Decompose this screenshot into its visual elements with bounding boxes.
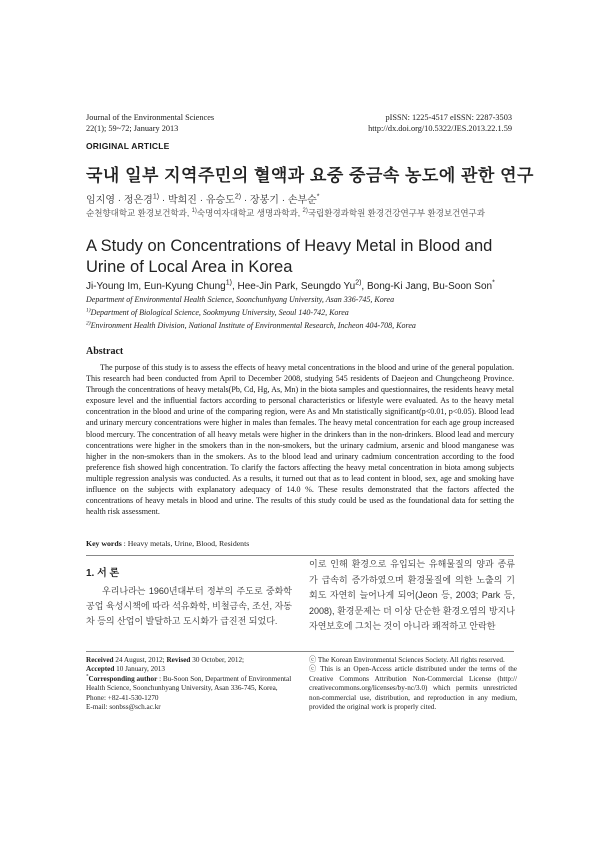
issn: pISSN: 1225-4517 eISSN: 2287-3503 [385, 113, 512, 122]
corresponding-marker: * [86, 674, 89, 680]
korean-author-group: 임지영 · 정은경 [86, 195, 153, 206]
korean-affiliations [86, 207, 485, 219]
corresponding-marker: * [492, 279, 495, 287]
journal-identifiers [368, 112, 512, 134]
english-author-group: Ji-Young Im, Eun-Kyung Chung [86, 281, 226, 292]
affil-marker: 1) [86, 307, 91, 314]
dates [86, 656, 296, 665]
affiliation-2 [86, 321, 416, 330]
phone: Phone: +82-41-530-1270 [86, 693, 159, 702]
keywords [86, 539, 249, 548]
license-note [309, 656, 517, 712]
affiliation-text: Department of Biological Science, Sookmyung University, Seoul 140-742, Korea [90, 308, 349, 317]
corresponding-author [86, 675, 296, 694]
footnote-divider [86, 651, 514, 652]
revised-date: 30 October, 2012; [190, 656, 245, 664]
korean-authors [86, 191, 320, 206]
accepted [86, 665, 296, 674]
english-authors [86, 281, 495, 292]
journal-name: Journal of the Environmental Sciences [86, 113, 215, 122]
intro-left-column: 우리나라는 1960년대부터 정부의 주도로 중화학 공업 육성시책에 따라 석유화학, 비철금속, 조선, 자동차 등의 산업이 발달하고 도시화가 급진전 되었다. [86, 586, 292, 626]
english-author-group: , Hee-Jin Park, Seungdo Yu [231, 281, 356, 292]
copyright: ⓒ The Korean Environmental Sciences Society. All rights reserved. [309, 656, 505, 664]
section-heading-introduction: 1. 서 론 [86, 568, 120, 579]
journal-issue: 22(1); 59~72; January 2013 [86, 124, 179, 133]
korean-affil: 숙명여자대학교 생명과학과, [196, 208, 303, 218]
license-text: ⓒ This is an Open-Access article distributed under the terms of the Creative Commons Attribution Non-Commercial License (http:// creativecommons.org/licenses/by-nc/3.0) which permits unrestricted non-commercial use, distribution, and reproduction in any medium, provided the original work is properly cited. [309, 665, 517, 712]
affil-marker: 2) [302, 208, 308, 215]
email-link[interactable]: E-mail: sonbss@sch.ac.kr [86, 703, 161, 712]
affil-marker: 1) [225, 279, 232, 287]
keywords-label: Key words [86, 539, 122, 548]
abstract-heading: Abstract [86, 346, 124, 357]
korean-author-group: · 박희진 · 유승도 [159, 195, 235, 206]
revised-label: Revised [166, 656, 191, 664]
korean-affil: 국립환경과학원 환경건강연구부 환경보건연구과 [307, 208, 485, 218]
article-type: ORIGINAL ARTICLE [86, 141, 170, 151]
intro-right-column: 이로 인해 환경으로 유입되는 유해물질의 양과 종류가 급속히 증가하였으며 환경물질에 의한 노출의 기회도 자연히 늘어나게 되어(Jeon 등, 2003; Park 등, 2008), 환경문제는 더 이상 단순한 환경오염의 방지나 자연보호에 그치는 것이 아니라 쾌적하고 안락한 [309, 559, 515, 632]
accepted-label: Accepted [86, 665, 115, 674]
affil-marker: 2) [234, 193, 242, 201]
affiliation-text: Environment Health Division, National Institute of Environmental Research, Incheon 404-708, Korea [90, 321, 416, 330]
affil-marker: 1) [191, 208, 197, 215]
corresponding-marker: * [316, 193, 320, 201]
affiliation-1 [86, 308, 349, 317]
accepted-date: 10 January, 2013 [114, 665, 165, 674]
keywords-text: : Heavy metals, Urine, Blood, Residents [121, 539, 250, 548]
english-author-group: , Bong-Ki Jang, Bu-Soon Son [361, 281, 493, 292]
affiliation-main: Department of Environmental Health Science, Soonchunhyang University, Asan 336-745, Korea [86, 295, 395, 304]
affil-marker: 2) [86, 320, 91, 327]
received-label: Received [86, 656, 114, 664]
corresponding-text: : Bu-Soon Son, Department of Environmental Health Science, Soonchunhyang University, Asan 336-745, Korea, [86, 674, 292, 693]
article-footnote [86, 656, 296, 712]
korean-affil: 순천향대학교 환경보건학과, [86, 208, 192, 218]
divider [86, 555, 514, 556]
affil-marker: 2) [355, 279, 362, 287]
korean-title: 국내 일부 지역주민의 혈액과 요중 중금속 농도에 관한 연구 [86, 166, 534, 185]
abstract-text: The purpose of this study is to assess the effects of heavy metal concentrations in the blood and urine of the general population. This research had been conducted from April to December 2008, studying 545 residents of Daejeon and Chungcheong Province. Through the concentrations of heavy metals(Pb, Cd, Hg, As, Mn) in the biota samples and questionnaires, the residents heavy metal exposure level and the influential factors according to personal characteristics or lifestyle were evaluated. As to the heavy metal concentration in the blood and urine of the comparing region, were As and Mn statistically significant(p<0.01, p<0.05). Blood lead and urinary mercury concentrations were higher in males than females. The heavy metal concentration for each age group increased blood mercury. The concentration of all heavy metals were higher in the drinkers than in the non-drinkers. Blood lead and mercury concentrations were higher in the smokers than in the non-smokers, but the urinary cadmium, arsenic and blood manganese was higher in the non-smokers than in the smokers. As to the blood lead and urinary cadmium concentration according to the food preference fish showed high concentration. To clarify the factors affecting the heavy metal concentration in biota among subjects multiple regression analysis was conducted. As a results, it turned out that as to lead content in blood, sex, age and smoking have influence on the subjects with explanatory adequacy of 14.0 %. These results demonstrated that the factors affected the concentrations of heavy metals in blood and urine. The results of this study could be used as the foundational data for setting the health risk assessment. [86, 363, 514, 517]
korean-author-group: · 장봉기 · 손부순 [241, 195, 317, 206]
received-date: 24 August, 2012; [113, 656, 167, 664]
journal-header [86, 112, 214, 134]
corresponding-label: Corresponding author [88, 674, 158, 683]
affil-marker: 1) [152, 193, 160, 201]
english-title: A Study on Concentrations of Heavy Metal in Blood and Urine of Local Area in Korea [86, 237, 493, 276]
doi-link[interactable]: http://dx.doi.org/10.5322/JES.2013.22.1.59 [368, 124, 512, 133]
